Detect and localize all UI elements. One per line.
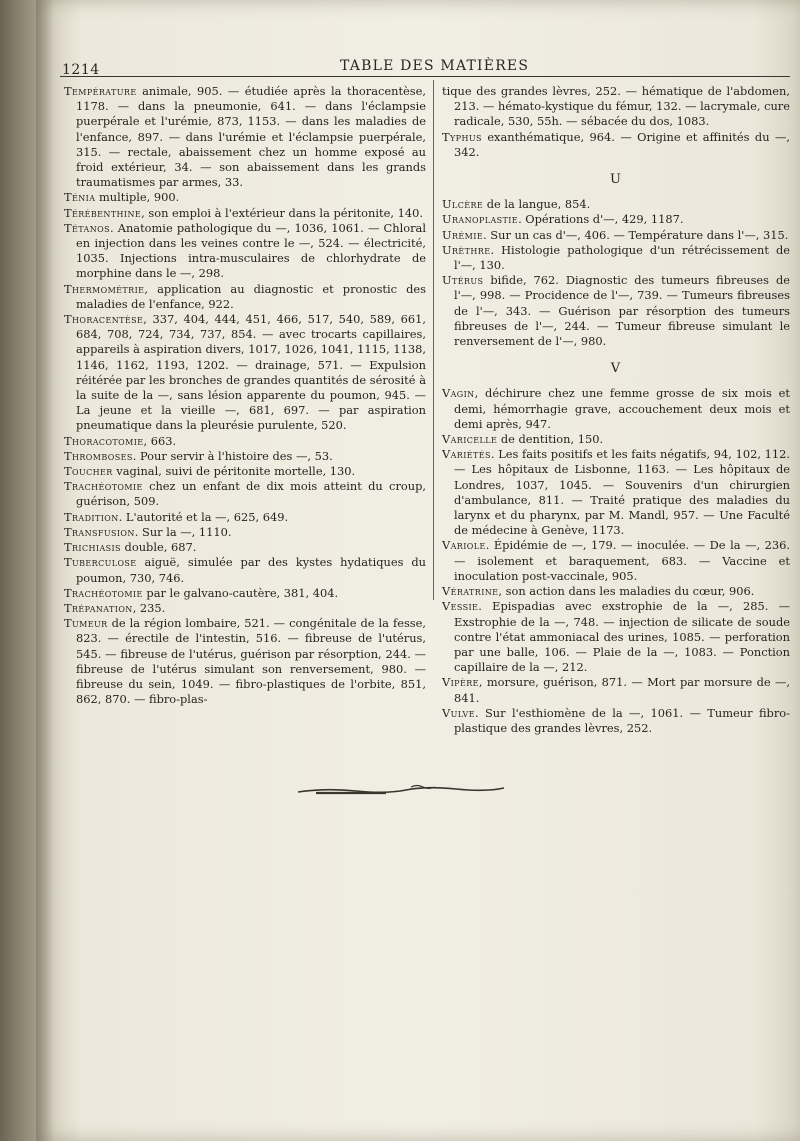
index-entry (64, 540, 426, 555)
index-entry (442, 584, 790, 599)
index-entry (442, 599, 790, 675)
page-header (60, 56, 796, 78)
index-entry-heading: Tradition (64, 509, 119, 524)
running-title: TABLE DES MATIÈRES (340, 58, 530, 74)
index-entry (442, 386, 790, 432)
index-entry-heading: Thermométrie (64, 281, 145, 296)
index-entry-text: bifide, 762. Diagnostic des tumeurs fibreuses de l'—, 998. — Procidence de l'—, 739. — Tumeurs fibreuses de l'—, 343. — Guérison par résorption des tumeurs fibreuses de l'—, 244. — Tumeur fibreuse simulant le renversement de l'—, 980. (454, 273, 790, 349)
end-ornament (296, 784, 506, 796)
index-entry-text: de la langue, 854. (483, 197, 591, 212)
index-entry-text: , son action dans les maladies du cœur, 906. (498, 584, 755, 599)
header-rule (60, 76, 790, 77)
index-entry (64, 312, 426, 434)
section-letter-v: V (610, 361, 622, 377)
index-entry-heading: Utérus (442, 273, 484, 288)
index-entry-heading: Vératrine (442, 584, 499, 599)
index-entry-heading: Trachéotomie (64, 479, 143, 494)
index-entry-heading: Vagin (442, 386, 475, 401)
index-entry-text: . Les faits positifs et les faits négatifs, 94, 102, 112. — Les hôpitaux de Lisbonne, 1163. — Les hôpitaux de Londres, 1037, 1045. — Souvenirs d'un chirurgien d'ambulance, 811. — Traité pratique des maladies du larynx et du pharynx, par M. Mandl, 957. — Une Faculté de médecine à Genève, 1173. (454, 447, 790, 538)
index-entry-heading: Urémie (442, 227, 484, 242)
section-v-entries (442, 386, 790, 736)
index-entry (64, 449, 426, 464)
index-entry-text: chez un enfant de dix mois atteint du croup, guérison, 509. (76, 479, 426, 509)
index-entry (442, 675, 790, 705)
index-entry-heading: Trépanation (64, 600, 133, 615)
index-entry-text: vaginal, suivi de péritonite mortelle, 130. (112, 464, 356, 479)
right-column (442, 84, 790, 736)
index-entry-text: animale, 905. — étudiée après la thoracentèse, 1178. — dans la pneumonie, 641. — dans l'éclampsie puerpérale et l'urémie, 873, 1153. — dans les maladies de l'enfance, 897. — dans l'urémie et l'éclampsie puerpérale, 315. — rectale, abaissement chez un homme exposé au froid extérieur, 34. — son abaissement dans les grands traumatismes par armes, 33. (76, 84, 426, 190)
index-entry-text: . Histologie pathologique d'un rétrécissement de l'—, 130. (454, 242, 790, 273)
index-entry (442, 706, 790, 736)
index-entry-heading: Vulve (442, 705, 475, 720)
index-entry-text: , 235. (132, 600, 166, 615)
index-entry-text: . Sur la —, 1110. (134, 524, 232, 539)
index-entry (64, 525, 426, 540)
index-entry-text: . Sur un cas d'—, 406. — Température dans l'—, 315. (483, 227, 789, 242)
index-entry-heading: Tumeur (64, 616, 108, 631)
index-entry-heading: Ténia (64, 190, 96, 205)
index-entry-text: , 663. (143, 433, 177, 448)
index-entry (64, 510, 426, 525)
index-entry-text: , application au diagnostic et pronostic des maladies de l'enfance, 922. (76, 281, 426, 311)
index-entry-heading: Variétés (442, 447, 491, 462)
index-entry (442, 228, 790, 243)
index-entry (64, 190, 426, 205)
index-entry-text: . Opérations d'—, 429, 1187. (518, 212, 684, 227)
index-entry-text: . Pour servir à l'histoire des —, 53. (132, 448, 333, 463)
index-entry (442, 243, 790, 273)
index-entry-text: multiple, 900. (95, 190, 180, 205)
index-entry (64, 601, 426, 616)
index-entry-text: aiguë, simulée par des kystes hydatiques du poumon, 730, 746. (76, 555, 426, 585)
index-entry-text: , son emploi à l'extérieur dans la péritonite, 140. (141, 205, 423, 220)
index-entry-heading: Typhus (442, 129, 482, 144)
index-entry-text: par le galvano-cautère, 381, 404. (142, 585, 339, 600)
index-entry-heading: Variole (442, 538, 486, 553)
index-entry (64, 282, 426, 312)
index-entry (442, 130, 790, 160)
index-entry-text: , déchirure chez une femme grosse de six mois et demi, hémorrhagie grave, accouchement deux mois et demi après, 947. (454, 386, 790, 431)
index-entry-text: tique des grandes lèvres, 252. — hématique de l'abdomen, 213. — hémato-kystique du fémur, 132. — lacrymale, cure radicale, 530, 55h. — sébacée du dos, 1083. (442, 84, 790, 129)
index-entry-heading: Tétanos (64, 220, 110, 235)
index-entry-text: de dentition, 150. (497, 432, 604, 447)
index-entry (442, 84, 790, 130)
index-entry (442, 432, 790, 447)
page-number: 1214 (62, 62, 100, 78)
index-entry-heading: Ulcère (442, 197, 484, 212)
index-entry-heading: Thoracentèse (64, 312, 144, 327)
index-entry-text: . Anatomie pathologique du —, 1036, 1061. — Chloral en injection dans les veines contre le —, 524. — électricité, 1035. Injections intra-musculaires de chlorhydrate de morphine dans le —, 298. (76, 220, 426, 281)
index-entry-heading: Transfusion (64, 524, 135, 539)
index-entry-heading: Trichiasis (64, 540, 121, 555)
index-entry (64, 206, 426, 221)
index-entry (64, 479, 426, 509)
index-entry (442, 212, 790, 227)
index-entry (442, 197, 790, 212)
index-entry-heading: Uranoplastie (442, 212, 519, 227)
left-column (64, 84, 426, 707)
index-entry (64, 464, 426, 479)
index-entry-heading: Thoracotomie (64, 433, 144, 448)
index-entry-heading: Vipère (442, 675, 479, 690)
index-entry-heading: Température (64, 84, 137, 98)
index-entry-heading: Térébenthine (64, 205, 142, 220)
index-entry (64, 221, 426, 282)
index-entry-heading: Urèthre (442, 242, 491, 257)
index-entry (64, 84, 426, 190)
index-entry-text: . Épidémie de —, 179. — inoculée. — De la —, 236. — isolement et baraquement, 683. — Vaccine et inoculation post-vaccinale, 905. (454, 538, 790, 583)
index-entry-heading: Trachéotomie (64, 585, 143, 600)
index-entry-heading: Vessie (442, 599, 479, 614)
column-divider (433, 80, 434, 600)
section-letter-u: U (610, 172, 622, 188)
index-entry-text: . Epispadias avec exstrophie de la —, 285. — Exstrophie de la —, 748. — injection de silicate de soude contre l'état ammoniacal des urines, 1085. — perforation par une balle, 106. — Plaie de la —, 1083. — Ponction capillaire de la —, 212. (454, 599, 790, 675)
page-fold-shadow (36, 0, 54, 1141)
index-entry (64, 434, 426, 449)
index-entry-heading: Tuberculose (64, 555, 137, 570)
index-entry-text: double, 687. (120, 540, 197, 555)
right-column-continued (442, 84, 790, 160)
index-entry-text: exanthématique, 964. — Origine et affinités du —, 342. (454, 129, 790, 159)
index-entry-heading: Thromboses (64, 448, 133, 463)
index-entry (442, 273, 790, 349)
index-entry-text: de la région lombaire, 521. — congénitale de la fesse, 823. — érectile de l'intestin, 516. — fibreuse de l'utérus, 545. — fibreuse de l'utérus, guérison par résorption, 244. — fibreuse de l'utérus simulant son renversement, 980. — fibreuse du sein, 1049. — fibro-plastiques de l'orbite, 851, 862, 870. — fibro-plas- (76, 616, 426, 707)
section-u-entries (442, 197, 790, 349)
index-entry-heading: Toucher (64, 464, 113, 479)
index-entry (442, 447, 790, 538)
index-entry (64, 616, 426, 707)
index-entry-heading: Varicelle (442, 432, 498, 447)
index-entry-text: . Sur l'esthiomène de la —, 1061. — Tumeur fibro-plastique des grandes lèvres, 252. (454, 705, 790, 735)
index-entry-text: , morsure, guérison, 871. — Mort par morsure de —, 841. (454, 675, 790, 705)
index-entry-text: . L'autorité et la —, 625, 649. (118, 509, 289, 524)
index-entry (64, 555, 426, 585)
index-entry (64, 586, 426, 601)
index-entry-text: , 337, 404, 444, 451, 466, 517, 540, 589, 661, 684, 708, 724, 734, 737, 854. — avec trocarts capillaires, appareils à aspiration divers, 1017, 1026, 1041, 1115, 1138, 1146, 1162, 1193, 1202. — drainage, 571. — Expulsion réitérée par les bronches de grandes quantités de sérosité à la suite de la —, sans lésion apparente du poumon, 945. — La jeune et la vieille —, 681, 697. — par aspiration pneumatique dans la pleurésie purulente, 520. (76, 312, 426, 433)
index-entry (442, 538, 790, 584)
